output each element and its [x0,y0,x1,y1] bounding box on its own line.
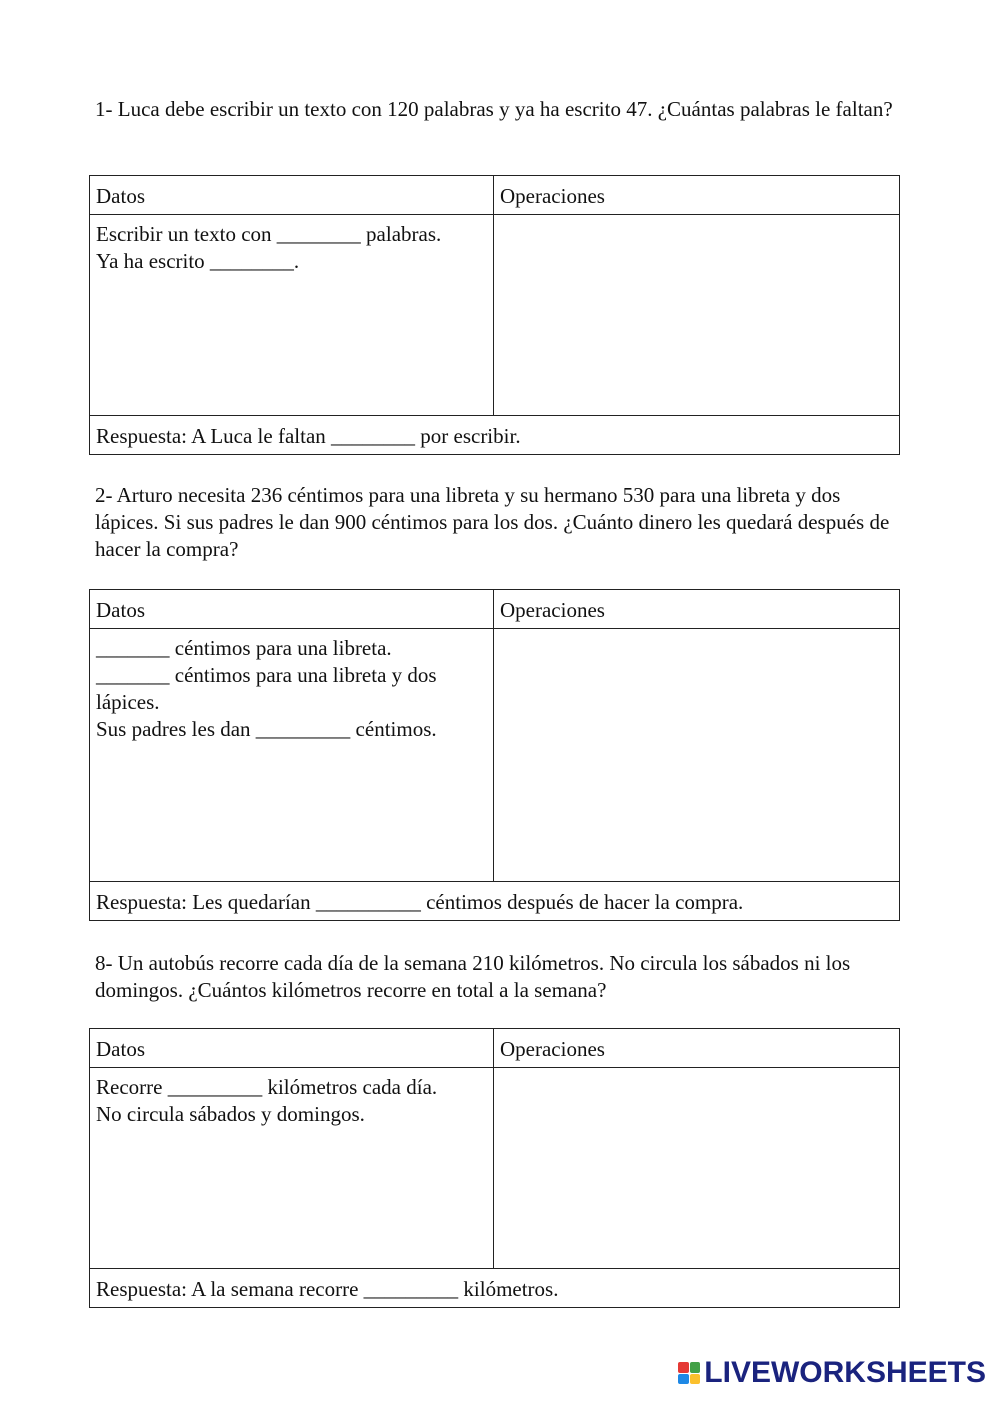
problem-2-table [89,589,900,921]
problem-3-table [89,1028,900,1308]
logo-square [690,1374,701,1385]
respuesta-row: Respuesta: A la semana recorre _________ kilómetros. [90,1269,900,1308]
liveworksheets-logo-icon [678,1362,700,1384]
datos-cell [90,215,494,416]
operaciones-header: Operaciones [494,1029,900,1068]
datos-line: Sus padres les dan _________ céntimos. [96,717,437,741]
operaciones-header: Operaciones [494,176,900,215]
datos-cell [90,629,494,882]
datos-line: Ya ha escrito ________. [96,249,300,273]
operaciones-header: Operaciones [494,590,900,629]
logo-square [690,1362,701,1373]
datos-header: Datos [90,1029,494,1068]
operaciones-cell[interactable] [494,629,900,882]
logo-square [678,1362,689,1373]
operaciones-cell[interactable] [494,1068,900,1269]
operaciones-cell[interactable] [494,215,900,416]
datos-cell [90,1068,494,1269]
problem-2-statement: 2- Arturo necesita 236 céntimos para una libreta y su hermano 530 para una libreta y dos lápices. Si sus padres le dan 900 céntimos para los dos. ¿Cuánto dinero les quedará después de hacer la compra? [95,483,890,561]
datos-line: _______ céntimos para una libreta y dos lápices. [96,663,437,714]
problem-1-table [89,175,900,455]
datos-line: No circula sábados y domingos. [96,1102,365,1126]
brand-name: LIVEWORKSHEETS [704,1356,986,1389]
datos-line: Recorre _________ kilómetros cada día. [96,1075,438,1099]
datos-line: _______ céntimos para una libreta. [96,636,392,660]
datos-line: Escribir un texto con ________ palabras. [96,222,442,246]
liveworksheets-brand[interactable] [678,1356,986,1390]
respuesta-row: Respuesta: Les quedarían __________ céntimos después de hacer la compra. [90,882,900,921]
respuesta-row: Respuesta: A Luca le faltan ________ por escribir. [90,416,900,455]
datos-header: Datos [90,590,494,629]
logo-square [678,1374,689,1385]
datos-header: Datos [90,176,494,215]
problem-1-statement: 1- Luca debe escribir un texto con 120 palabras y ya ha escrito 47. ¿Cuántas palabras le faltan? [95,97,893,121]
problem-3-statement: 8- Un autobús recorre cada día de la semana 210 kilómetros. No circula los sábados ni los domingos. ¿Cuántos kilómetros recorre en total a la semana? [95,951,851,1002]
